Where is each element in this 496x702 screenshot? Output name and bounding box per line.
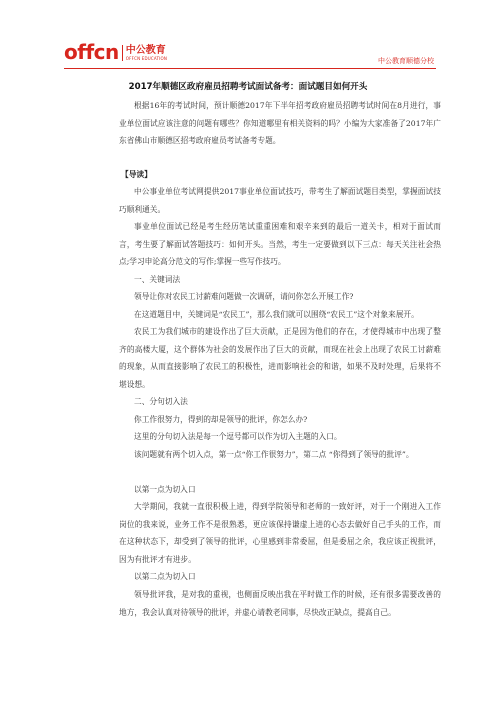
branch-name: 中公教育顺德分校 [378, 57, 434, 65]
intro-paragraph: 根据16年的考试时间，预计顺德2017年下半年招考政府雇员招聘考试时间在8月进行，事业单位面试应该注意的问题有哪些？你知道哪里有相关资料的吗？小编为大家准备了2017年广东省佛山市顺德区招考政府雇员考试备考专题。 [119, 101, 441, 145]
section-2-point-2: 以第二点为切入口 [134, 572, 196, 581]
lead-heading: 【导读】 [121, 170, 152, 179]
section-2-paragraph-4: 领导批评我，是对我的重视，也侧面反映出我在平时做工作的时候，还有很多需要改善的地方，我会认真对待领导的批评，并虚心请教老同事，尽快改正缺点，提高自己。 [119, 590, 441, 617]
section-2-point-1: 以第一点为切入口 [134, 485, 196, 494]
page-header [64, 28, 436, 74]
section-2-heading: 二、分句切入法 [134, 397, 188, 406]
lead-paragraph-2: 事业单位面试已经是考生经历笔试重重困难和艰辛来到的最后一道关卡，相对于面试而言，考生要了解面试答题技巧：如何开头。当然，考生一定要做到以下三点：每天关注社会热点;学习申论高分范文的写作;掌握一些写作技巧。 [119, 222, 441, 266]
header-divider [64, 68, 436, 69]
offcn-logo [64, 36, 167, 62]
logo-mark: offcn [64, 40, 119, 64]
section-2-question: 你工作很努力，得到的却是领导的批评，你怎么办? [134, 415, 308, 424]
section-2-paragraph-3: 大学期间，我就一直很积极上进，得到学院领导和老师的一致好评，对于一个刚进入工作岗位的我来说，业务工作不是很熟悉，更应该保持谦虚上进的心态去做好自己手头的工作，而在这种状态下，却受到了领导的批评，心里感到非常委屈，但是委屈之余，我应该正视批评，因为有批评才有进步。 [119, 502, 441, 564]
lead-paragraph-1: 中公事业单位考试网提供2017事业单位面试技巧，带考生了解面试题目类型，掌握面试技巧顺利通关。 [119, 187, 441, 214]
section-2-paragraph-1: 这里的分句切入法是每一个逗号都可以作为切入主题的入口。 [134, 432, 342, 441]
logo-divider [122, 45, 123, 61]
section-1-paragraph-2: 农民工为我们城市的建设作出了巨大贡献，正是因为他们的存在，才使得城市中出现了整齐的高楼大厦，这个群体为社会的发展作出了巨大的贡献，而现在社会上出现了农民工讨薪难的现象，从而直接影响了农民工的积极性，进而影响社会的和谐，如果不及时处理，后果将不堪设想。 [119, 327, 441, 389]
logo-chinese-name: 中公教育 [125, 45, 166, 56]
section-1-heading: 一、关键词法 [134, 275, 181, 284]
section-1-question: 领导让你对农民工讨薪难问题做一次调研，请问你怎么开展工作? [134, 292, 354, 301]
logo-subtitle: OFFCN EDUCATION [125, 56, 168, 61]
section-2-paragraph-2: 该问题就有两个切入点，第一点“你工作很努力”，第二点 “你得到了领导的批评”。 [134, 450, 414, 459]
section-1-paragraph-1: 在这道题目中，关键词是“农民工”，那么我们就可以围绕“农民工”这个对象来展开。 [134, 310, 419, 319]
document-title: 2017年顺德区政府雇员招聘考试面试备考：面试题目如何开头 [128, 82, 368, 92]
